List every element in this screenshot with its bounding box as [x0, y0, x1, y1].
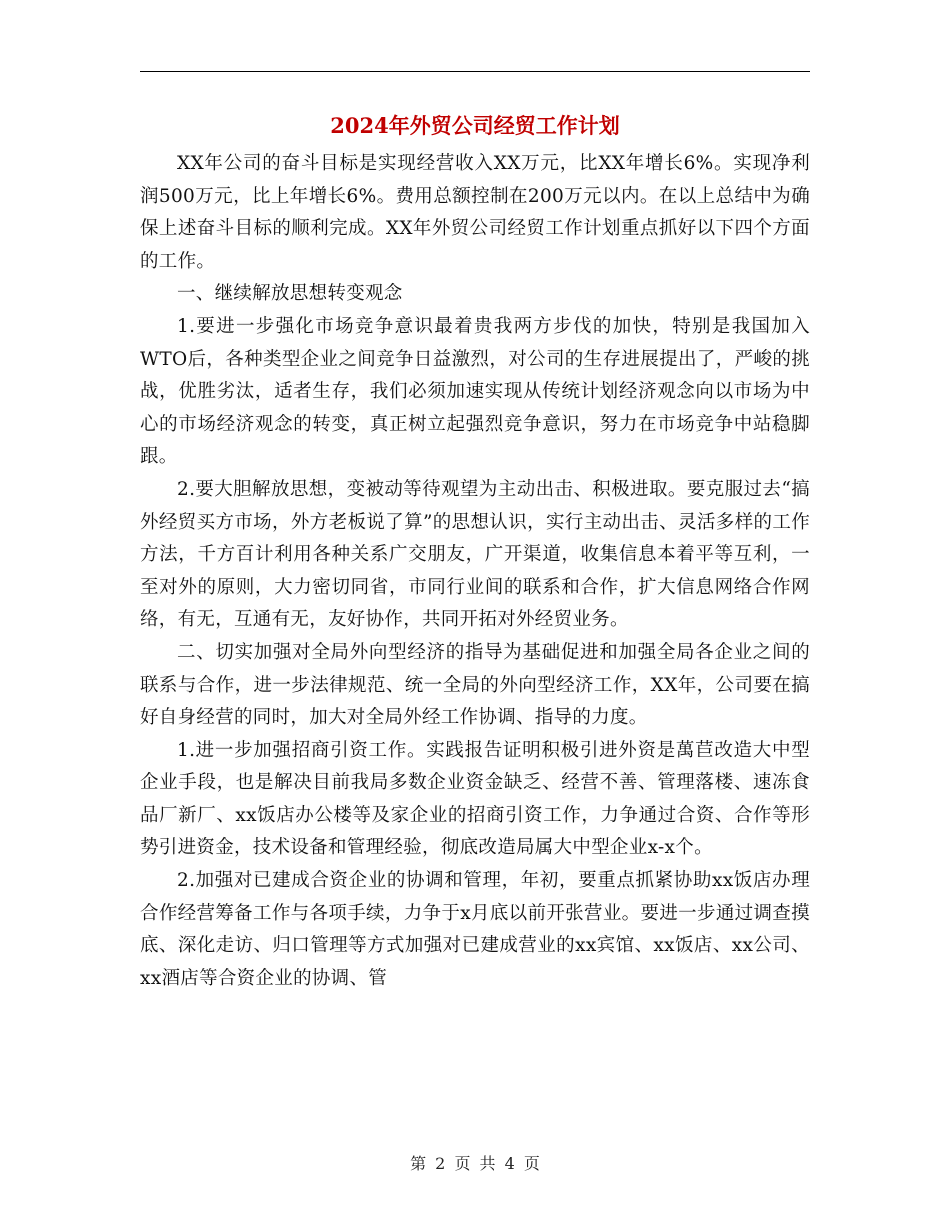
page-number-footer: 第 2 页 共 4 页: [410, 1154, 540, 1173]
paragraph-1-1: 1.要进一步强化市场竞争意识最着贵我两方步伐的加快，特别是我国加入WTO后，各种类型企业之间竞争日益激烈，对公司的生存进展提出了，严峻的挑战，优胜劣汰，适者生存，我们必须加速实现从传统计划经济观念向以市场为中心的市场经济观念的转变，真正树立起强烈竞争意识，努力在市场竞争中站稳脚跟。: [140, 315, 810, 468]
section-heading-1: 一、继续解放思想转变观念: [177, 283, 403, 305]
document-title: 2024年外贸公司经贸工作计划: [330, 113, 620, 138]
section-heading-2: 二、切实加强对全局外向型经济的指导为基础促进和加强全局各企业之间的联系与合作，进一步法律规范、统一全局的外向型经济工作，XX年，公司要在搞好自身经营的同时，加大对全局外经工作协调、指导的力度。: [140, 641, 810, 729]
document-body: [140, 148, 810, 995]
header-rule: [140, 71, 810, 72]
paragraph-1-2: 2.要大胆解放思想，变被动等待观望为主动出击、积极进取。要克服过去“搞外经贸买方市场，外方老板说了算”的思想认识，实行主动出击、灵活多样的工作方法，千方百计利用各种关系广交朋友，广开渠道，收集信息本着平等互利，一至对外的原则，大力密切同省，市同行业间的联系和合作，扩大信息网络合作网络，有无，互通有无，友好协作，共同开拓对外经贸业务。: [140, 478, 810, 631]
paragraph-2-1: 1.进一步加强招商引资工作。实践报告证明积极引进外资是萬苣改造大中型企业手段，也是解决目前我局多数企业资金缺乏、经营不善、管理落楼、速冻食品厂新厂、xx饭店办公楼等及家企业的招商引资工作，力争通过合资、合作等形势引进资金，技术设备和管理经验，彻底改造局属大中型企业x-x个。: [140, 739, 810, 859]
paragraph-intro: XX年公司的奋斗目标是实现经营收入XX万元，比XX年增长6%。实现净利润500万元，比上年增长6%。费用总额控制在200万元以内。在以上总结中为确保上述奋斗目标的顺利完成。XX年外贸公司经贸工作计划重点抓好以下四个方面的工作。: [140, 153, 810, 272]
paragraph-2-2: 2.加强对已建成合资企业的协调和管理，年初，要重点抓紧协助xx饭店办理合作经营筹备工作与各项手续，力争于x月底以前开张营业。要进一步通过调查摸底、深化走访、归口管理等方式加强对已建成营业的xx宾馆、xx饭店、xx公司、xx酒店等合资企业的协调、管: [140, 870, 810, 989]
